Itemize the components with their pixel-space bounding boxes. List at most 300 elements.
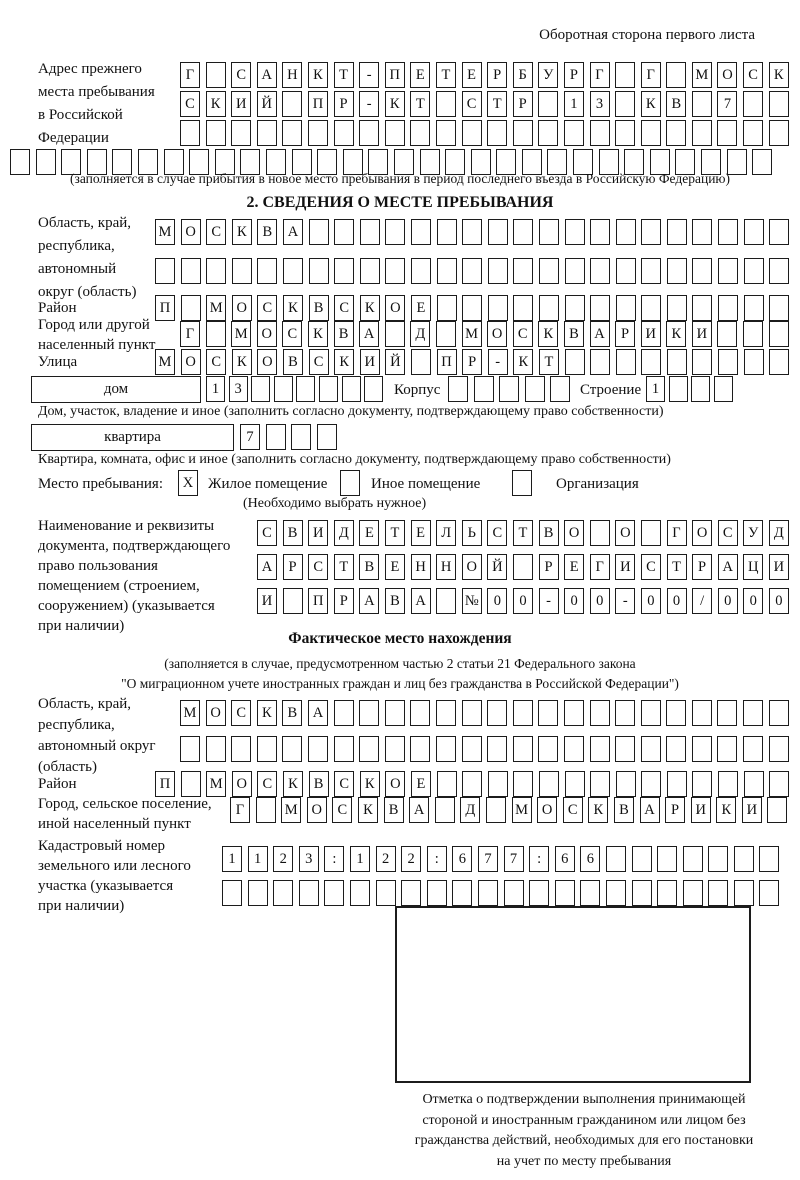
char-box: 1: [248, 846, 268, 872]
char-box: Н: [282, 62, 302, 88]
char-box: [334, 120, 354, 146]
char-box: А: [359, 321, 379, 347]
char-box: [555, 880, 575, 906]
char-box: [385, 258, 405, 284]
char-box: [231, 736, 251, 762]
char-box: [718, 349, 738, 375]
char-box: -: [539, 588, 559, 614]
char-box: О: [717, 62, 737, 88]
char-box: [266, 424, 286, 450]
char-box: Г: [180, 62, 200, 88]
char-box: [590, 349, 610, 375]
char-box: В: [539, 520, 559, 546]
char-box: 0: [564, 588, 584, 614]
char-box: [632, 880, 652, 906]
char-box: [206, 258, 226, 284]
actual-region-row-1: [180, 700, 794, 726]
char-box: В: [564, 321, 584, 347]
actual-district-label: Район: [38, 776, 77, 792]
char-box: У: [743, 520, 763, 546]
char-box: А: [308, 700, 328, 726]
char-box: [181, 258, 201, 284]
char-box: [181, 295, 201, 321]
region-label: Область, край, республика, автономный округ (область): [38, 215, 137, 300]
char-box: [317, 424, 337, 450]
char-box: К: [232, 219, 252, 245]
char-box: -: [615, 588, 635, 614]
char-box: [667, 219, 687, 245]
char-box: В: [257, 219, 277, 245]
city-row: [180, 321, 794, 347]
char-box: [411, 219, 431, 245]
char-box: [641, 520, 661, 546]
char-box: 1: [564, 91, 584, 117]
char-box: X: [178, 470, 198, 496]
char-box: С: [743, 62, 763, 88]
char-box: А: [640, 797, 660, 823]
section2-header: 2. СВЕДЕНИЯ О МЕСТЕ ПРЕБЫВАНИЯ: [246, 194, 554, 211]
char-box: Г: [590, 554, 610, 580]
char-box: А: [283, 219, 303, 245]
char-box: Е: [411, 520, 431, 546]
char-box: [436, 91, 456, 117]
char-box: [615, 700, 635, 726]
char-box: 1: [646, 376, 665, 402]
char-box: [487, 736, 507, 762]
char-box: К: [232, 349, 252, 375]
char-box: [667, 258, 687, 284]
char-box: [692, 700, 712, 726]
char-box: [641, 258, 661, 284]
char-box: Г: [667, 520, 687, 546]
char-box: О: [462, 554, 482, 580]
char-box: [539, 771, 559, 797]
char-box: [359, 736, 379, 762]
char-box: А: [359, 588, 379, 614]
char-box: [334, 736, 354, 762]
char-box: [411, 349, 431, 375]
char-box: П: [308, 588, 328, 614]
char-box: С: [334, 295, 354, 321]
char-box: [251, 376, 270, 402]
char-box: И: [308, 520, 328, 546]
char-box: [606, 880, 626, 906]
char-box: В: [309, 295, 329, 321]
char-box: Р: [334, 91, 354, 117]
char-box: О: [232, 771, 252, 797]
prev-address-row-2: [180, 91, 794, 117]
char-box: [666, 120, 686, 146]
prev-address-note: (заполняется в случае прибытия в новое место пребывания в период последнего въезда в Российскую Федерацию): [69, 171, 731, 186]
char-box: [385, 219, 405, 245]
char-box: Е: [411, 771, 431, 797]
char-box: [767, 797, 787, 823]
char-box: [657, 880, 677, 906]
char-box: 6: [580, 846, 600, 872]
char-box: [504, 880, 524, 906]
char-box: 7: [240, 424, 260, 450]
char-box: [769, 120, 789, 146]
char-box: К: [769, 62, 789, 88]
char-box: М: [155, 219, 175, 245]
char-box: К: [538, 321, 558, 347]
char-box: [488, 771, 508, 797]
char-box: [717, 321, 737, 347]
char-box: 2: [273, 846, 293, 872]
char-box: С: [513, 321, 533, 347]
char-box: О: [537, 797, 557, 823]
char-box: 7: [504, 846, 524, 872]
char-box: Р: [334, 588, 354, 614]
char-box: И: [360, 349, 380, 375]
char-box: С: [334, 771, 354, 797]
char-box: 6: [452, 846, 472, 872]
char-box: [474, 376, 494, 402]
char-box: [743, 700, 763, 726]
document-row-2: [257, 554, 794, 580]
char-box: [565, 295, 585, 321]
char-box: [283, 588, 303, 614]
char-box: [513, 771, 533, 797]
char-box: [632, 846, 652, 872]
char-box: Л: [436, 520, 456, 546]
char-box: /: [692, 588, 712, 614]
char-box: Т: [334, 554, 354, 580]
char-box: В: [614, 797, 634, 823]
char-box: 0: [769, 588, 789, 614]
char-box: М: [155, 349, 175, 375]
char-box: С: [309, 349, 329, 375]
char-box: К: [308, 321, 328, 347]
char-box: И: [641, 321, 661, 347]
prev-address-label: Адрес прежнего места пребывания в Российской Федерации: [38, 61, 155, 146]
korpus-row: [448, 376, 576, 402]
char-box: Р: [615, 321, 635, 347]
char-box: В: [666, 91, 686, 117]
char-box: Т: [487, 91, 507, 117]
char-box: [590, 120, 610, 146]
char-box: [743, 736, 763, 762]
char-box: [487, 700, 507, 726]
actual-location-note-1: (заполняется в случае, предусмотренном частью 2 статьи 21 Федерального закона: [164, 656, 636, 671]
char-box: Ц: [743, 554, 763, 580]
char-box: [616, 219, 636, 245]
char-box: 3: [229, 376, 248, 402]
char-box: Г: [230, 797, 250, 823]
char-box: [734, 846, 754, 872]
char-box: [257, 258, 277, 284]
char-box: Д: [460, 797, 480, 823]
char-box: [718, 771, 738, 797]
apartment-number-row: [240, 424, 342, 450]
char-box: [385, 120, 405, 146]
char-box: Т: [513, 520, 533, 546]
char-box: [744, 349, 764, 375]
char-box: [232, 258, 252, 284]
char-box: [565, 771, 585, 797]
char-box: [759, 846, 779, 872]
char-box: [744, 771, 764, 797]
char-box: В: [309, 771, 329, 797]
char-box: К: [206, 91, 226, 117]
district-row: [155, 295, 795, 321]
char-box: [437, 295, 457, 321]
char-box: [282, 736, 302, 762]
char-box: [231, 120, 251, 146]
stay-type-checkbox-residential: [178, 470, 204, 496]
stay-type-checkbox-other: [340, 470, 366, 496]
char-box: [385, 700, 405, 726]
char-box: Р: [665, 797, 685, 823]
stroenie-row: [646, 376, 736, 402]
char-box: В: [359, 554, 379, 580]
char-box: [564, 700, 584, 726]
char-box: Е: [411, 295, 431, 321]
char-box: [683, 846, 703, 872]
cadastre-row-1: [222, 846, 785, 872]
char-box: [666, 736, 686, 762]
district-label: Район: [38, 300, 77, 316]
actual-location-note-2: "О миграционном учете иностранных граждан и лиц без гражданства в Российской Федерации"): [121, 676, 679, 691]
street-row: [155, 349, 795, 375]
char-box: [342, 376, 361, 402]
char-box: С: [257, 520, 277, 546]
actual-region-label: Область, край, республика, автономный округ (область): [38, 696, 156, 775]
char-box: [667, 349, 687, 375]
char-box: 0: [667, 588, 687, 614]
stay-type-checkbox-organization: [512, 470, 538, 496]
char-box: [448, 376, 468, 402]
char-box: 3: [590, 91, 610, 117]
char-box: :: [427, 846, 447, 872]
char-box: С: [563, 797, 583, 823]
char-box: [564, 120, 584, 146]
char-box: П: [155, 295, 175, 321]
stay-type-note: (Необходимо выбрать нужное): [243, 496, 427, 511]
char-box: [769, 219, 789, 245]
char-box: [180, 120, 200, 146]
char-box: [550, 376, 570, 402]
char-box: П: [308, 91, 328, 117]
char-box: [667, 771, 687, 797]
char-box: [291, 424, 311, 450]
char-box: У: [538, 62, 558, 88]
char-box: О: [385, 295, 405, 321]
char-box: [667, 295, 687, 321]
char-box: [283, 258, 303, 284]
char-box: Р: [283, 554, 303, 580]
char-box: М: [692, 62, 712, 88]
char-box: [641, 771, 661, 797]
char-box: В: [282, 700, 302, 726]
stay-type-option-residential: Жилое помещение: [208, 476, 328, 492]
char-box: [606, 846, 626, 872]
char-box: [539, 295, 559, 321]
char-box: С: [308, 554, 328, 580]
char-box: :: [324, 846, 344, 872]
char-box: С: [332, 797, 352, 823]
char-box: И: [742, 797, 762, 823]
char-box: [692, 295, 712, 321]
char-box: [385, 321, 405, 347]
char-box: [155, 258, 175, 284]
char-box: 1: [350, 846, 370, 872]
char-box: Г: [641, 62, 661, 88]
char-box: [666, 62, 686, 88]
char-box: П: [385, 62, 405, 88]
stay-type-label: Место пребывания:: [38, 476, 163, 492]
char-box: [616, 258, 636, 284]
char-box: [462, 295, 482, 321]
char-box: О: [181, 349, 201, 375]
char-box: А: [257, 554, 277, 580]
char-box: К: [716, 797, 736, 823]
char-box: О: [564, 520, 584, 546]
char-box: А: [257, 62, 277, 88]
char-box: [360, 258, 380, 284]
char-box: [538, 91, 558, 117]
char-box: [513, 554, 533, 580]
char-box: [206, 736, 226, 762]
char-box: Н: [436, 554, 456, 580]
char-box: 2: [401, 846, 421, 872]
char-box: Т: [667, 554, 687, 580]
char-box: [744, 219, 764, 245]
char-box: М: [231, 321, 251, 347]
char-box: [616, 349, 636, 375]
char-box: [488, 295, 508, 321]
char-box: К: [358, 797, 378, 823]
cadastre-label: Кадастровый номер земельного или лесного участка (указывается при наличии): [38, 838, 191, 914]
char-box: [708, 880, 728, 906]
char-box: -: [359, 91, 379, 117]
char-box: [513, 219, 533, 245]
document-row-1: [257, 520, 794, 546]
char-box: [273, 880, 293, 906]
char-box: И: [257, 588, 277, 614]
char-box: 7: [478, 846, 498, 872]
char-box: [462, 771, 482, 797]
char-box: [436, 588, 456, 614]
char-box: [615, 91, 635, 117]
char-box: [401, 880, 421, 906]
page-title: Оборотная сторона первого листа: [539, 27, 755, 43]
char-box: К: [666, 321, 686, 347]
char-box: Д: [769, 520, 789, 546]
char-box: С: [257, 295, 277, 321]
char-box: К: [360, 771, 380, 797]
char-box: [410, 120, 430, 146]
prev-address-row-3: [180, 120, 794, 146]
char-box: И: [615, 554, 635, 580]
char-box: О: [181, 219, 201, 245]
char-box: 2: [376, 846, 396, 872]
char-box: [340, 470, 360, 496]
char-box: [525, 376, 545, 402]
char-box: 7: [717, 91, 737, 117]
char-box: [657, 846, 677, 872]
char-box: [692, 258, 712, 284]
char-box: О: [385, 771, 405, 797]
char-box: [334, 700, 354, 726]
char-box: [462, 219, 482, 245]
char-box: [334, 219, 354, 245]
char-box: [717, 120, 737, 146]
char-box: [436, 321, 456, 347]
char-box: [319, 376, 338, 402]
char-box: [437, 258, 457, 284]
char-box: В: [385, 588, 405, 614]
char-box: В: [334, 321, 354, 347]
char-box: С: [257, 771, 277, 797]
char-box: [743, 120, 763, 146]
char-box: [206, 321, 226, 347]
char-box: [436, 700, 456, 726]
char-box: [376, 880, 396, 906]
char-box: [669, 376, 688, 402]
char-box: [296, 376, 315, 402]
char-box: [692, 771, 712, 797]
stay-type-option-organization: Организация: [556, 476, 639, 492]
char-box: Й: [487, 554, 507, 580]
char-box: [734, 880, 754, 906]
char-box: [410, 736, 430, 762]
char-box: 6: [555, 846, 575, 872]
char-box: [744, 295, 764, 321]
char-box: [436, 736, 456, 762]
char-box: [538, 120, 558, 146]
char-box: Й: [257, 91, 277, 117]
char-box: 1: [206, 376, 225, 402]
char-box: [488, 219, 508, 245]
char-box: К: [334, 349, 354, 375]
char-box: А: [409, 797, 429, 823]
char-box: 0: [487, 588, 507, 614]
char-box: [359, 700, 379, 726]
char-box: К: [588, 797, 608, 823]
char-box: С: [462, 91, 482, 117]
char-box: [411, 258, 431, 284]
char-box: Е: [359, 520, 379, 546]
char-box: И: [769, 554, 789, 580]
char-box: [529, 880, 549, 906]
char-box: [282, 120, 302, 146]
char-box: Р: [692, 554, 712, 580]
char-box: [708, 846, 728, 872]
actual-district-row: [155, 771, 795, 797]
char-box: В: [283, 520, 303, 546]
char-box: [769, 736, 789, 762]
char-box: [616, 771, 636, 797]
char-box: [769, 349, 789, 375]
char-box: К: [283, 295, 303, 321]
char-box: [308, 736, 328, 762]
char-box: [538, 736, 558, 762]
char-box: [462, 736, 482, 762]
char-box: К: [257, 700, 277, 726]
document-label: Наименование и реквизиты документа, подтверждающего право пользования помещением (строением, сооружением) (указывается при наличии): [38, 518, 231, 634]
char-box: [769, 321, 789, 347]
street-label: Улица: [38, 354, 78, 370]
char-box: [437, 219, 457, 245]
char-box: К: [513, 349, 533, 375]
char-box: К: [308, 62, 328, 88]
char-box: К: [641, 91, 661, 117]
region-row-2: [155, 258, 795, 284]
stamp-note: Отметка о подтверждении выполнения принимающей стороной и иностранным гражданином или лицом без гражданства действий, необходимых для его постановки на учет по месту пребывания: [414, 1092, 754, 1169]
char-box: П: [155, 771, 175, 797]
char-box: [359, 120, 379, 146]
